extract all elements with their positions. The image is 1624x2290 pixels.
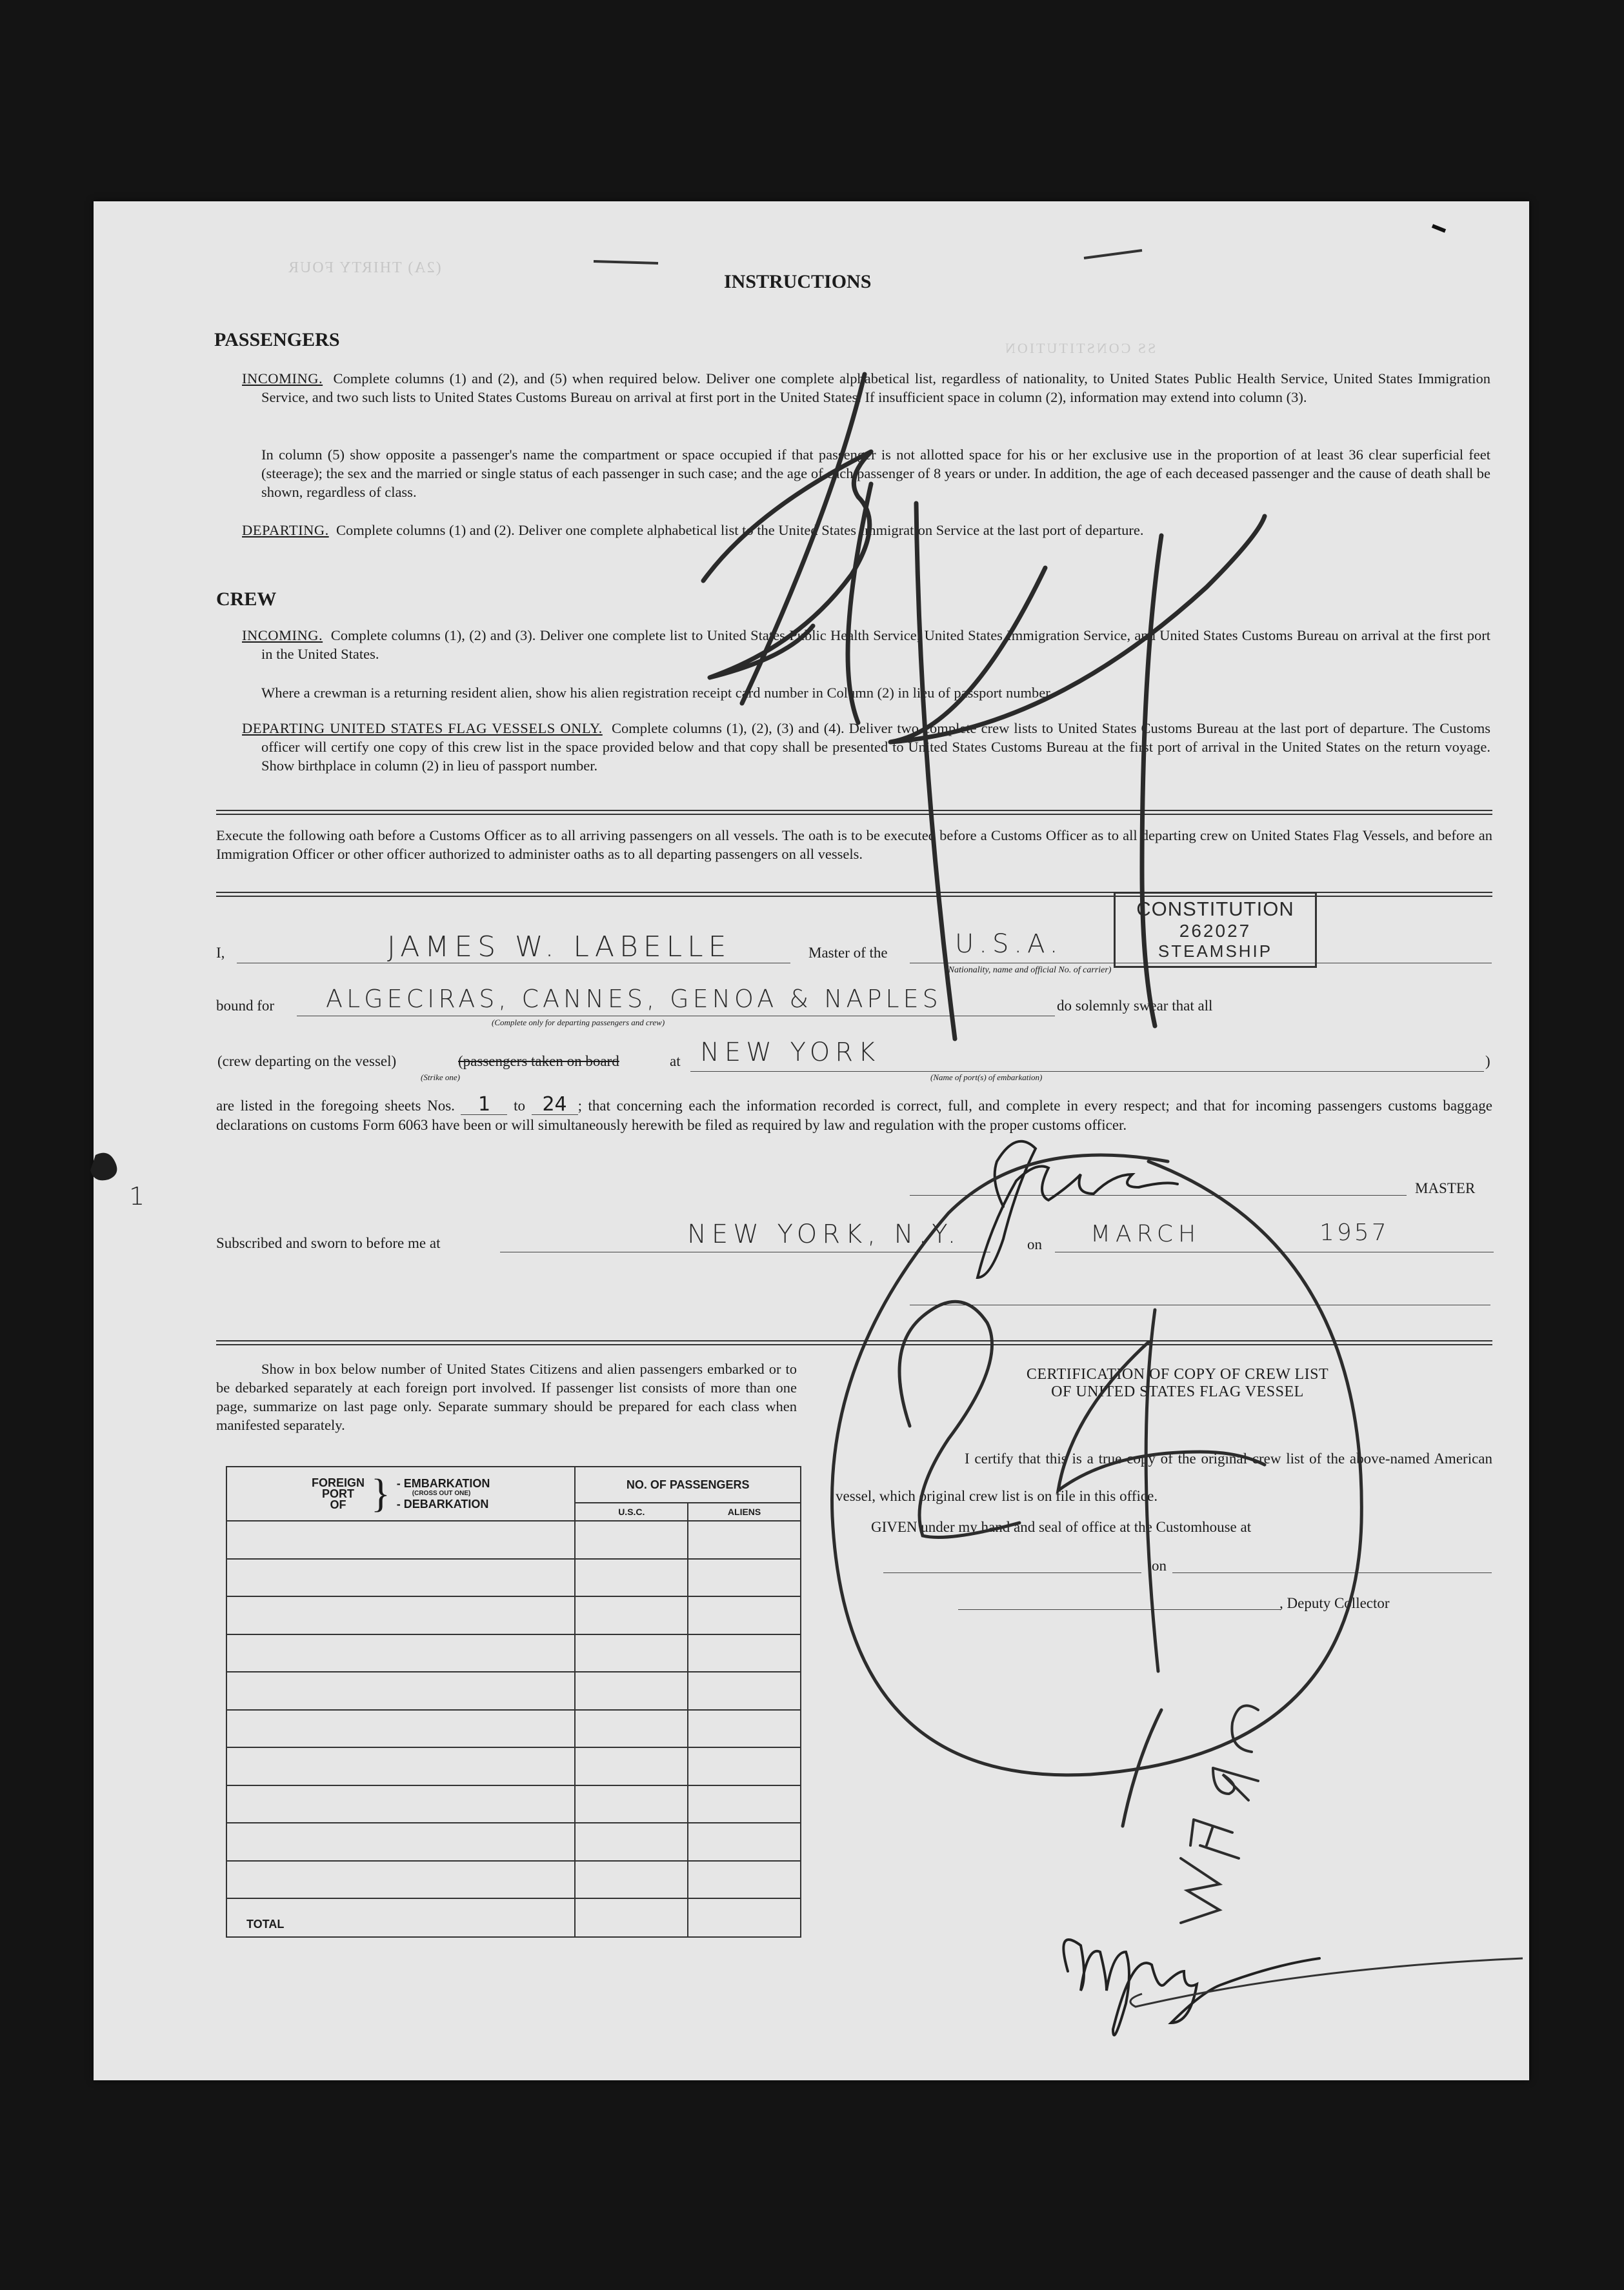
stamp-vessel-type: STEAMSHIP: [1158, 941, 1273, 961]
summary-table-row: [226, 1823, 801, 1861]
master-name-handwritten: JAMES W. LABELLE: [387, 930, 732, 963]
summary-port-cell: [226, 1823, 575, 1861]
sheet-from-handwritten: 1: [461, 1095, 507, 1115]
summary-port-cell: [226, 1634, 575, 1672]
summary-usc-cell: [575, 1596, 688, 1634]
foreign-port-label: [312, 1478, 365, 1511]
no-of-passengers-header: NO. OF PASSENGERS: [575, 1467, 801, 1503]
total-label: TOTAL: [226, 1898, 575, 1937]
certify-text: I certify that this is a true copy of the original crew list of the above-named American vessel, which original crew list is on file in this office.: [836, 1451, 1492, 1504]
brace-glyph: }: [371, 1472, 390, 1516]
crew-departing-label: DEPARTING UNITED STATES FLAG VESSELS ONLY.: [242, 720, 603, 736]
bleed-through-stamp: (2A) THIRTY FOUR: [287, 259, 441, 276]
listed-text: ; that concerning each the information recorded is correct, full, and complete in every respect; and that for incoming passengers customs baggage declarations on customs Form 6063 have been or will simultaneously herewith be filed as required by law and regulation with the proper customs officer.: [216, 1098, 1492, 1133]
foreign-port-label-1: FOREIGN: [311, 1476, 365, 1489]
subscribed-place-handwritten: NEW YORK, N.Y.: [687, 1220, 961, 1249]
deputy-collector-label: , Deputy Collector: [1279, 1595, 1390, 1611]
summary-rows: [226, 1521, 801, 1898]
crew-incoming-label: INCOMING.: [242, 627, 323, 643]
given-text: GIVEN under my hand and seal of office at the Customhouse at: [871, 1519, 1252, 1535]
cross-out-note: (CROSS OUT ONE): [412, 1490, 471, 1497]
crew-departing-label: (crew departing on the vessel): [217, 1053, 397, 1069]
summary-table-row: [226, 1559, 801, 1597]
foreign-port-label-3: OF: [330, 1498, 346, 1511]
embarkation-options: [397, 1478, 490, 1509]
passengers-departing-text: Complete columns (1) and (2). Deliver one complete alphabetical list to the United States Immigration Service at the last port of departure.: [336, 522, 1144, 538]
subscribed-year-handwritten: 1957: [1319, 1220, 1389, 1246]
summary-aliens-cell: [688, 1861, 801, 1899]
aliens-header: ALIENS: [688, 1503, 801, 1521]
passengers-incoming-text: Complete columns (1) and (2), and (5) when required below. Deliver one complete alphabetical list, regardless of nationality, to United States Public Health Service, United States Immigration Service, and two such lists to United States Customs Bureau on arrival at first port in the United States. If insufficient space in column (2), information may extend into column (3).: [261, 370, 1491, 405]
subscribed-date-handwritten: MARCH: [1090, 1221, 1201, 1247]
bleed-through-ship-name: SS CONSTITUTION: [1003, 340, 1156, 356]
summary-table-row: [226, 1710, 801, 1748]
crew-alien-paragraph: Where a crewman is a returning resident alien, show his alien registration receipt card number in Column (2) in lieu of passport number.: [261, 685, 1054, 701]
section-divider: [216, 810, 1492, 815]
summary-table-row: [226, 1785, 801, 1823]
passengers-incoming-paragraph: [242, 369, 1490, 407]
certification-title: [919, 1366, 1436, 1401]
passengers-label-struck: (passengers taken on board: [458, 1053, 619, 1069]
master-of-label: Master of the: [808, 945, 888, 961]
embarkation-line: [690, 1071, 1484, 1072]
summary-aliens-cell: [688, 1559, 801, 1597]
given-place-line: [883, 1572, 1141, 1573]
deputy-signature-line: [958, 1609, 1281, 1610]
summary-aliens-cell: [688, 1634, 801, 1672]
summary-usc-cell: [575, 1710, 688, 1748]
total-aliens-cell: [688, 1898, 801, 1937]
summary-usc-cell: [575, 1785, 688, 1823]
swear-label: do solemnly swear that all: [1057, 998, 1213, 1014]
at-label: at: [670, 1053, 681, 1069]
total-usc-cell: [575, 1898, 688, 1937]
embarkation-handwritten: NEW YORK: [700, 1038, 881, 1067]
foreign-port-header: [226, 1467, 575, 1521]
summary-port-cell: [226, 1521, 575, 1559]
passenger-summary-table: [226, 1466, 801, 1938]
summary-usc-cell: [575, 1861, 688, 1899]
summary-port-cell: [226, 1672, 575, 1710]
summary-usc-cell: [575, 1559, 688, 1597]
debarkation-option: - DEBARKATION: [396, 1498, 489, 1511]
passengers-column5-paragraph: In column (5) show opposite a passenger's name the compartment or space occupied if that passenger is not allotted space for his or her exclusive use in the proportion of at least 36 clear superficial feet (steerage); the sex and the married or single status of each passenger in such case; and the age of each passenger of 8 years or under. In addition, the age of each deceased passenger and the cause of death shall be shown, regardless of class.: [261, 447, 1490, 500]
bound-for-label: bound for: [216, 998, 275, 1014]
summary-port-cell: [226, 1861, 575, 1899]
summary-aliens-cell: [688, 1710, 801, 1748]
certification-on-label: on: [1152, 1558, 1167, 1574]
master-label: MASTER: [1415, 1180, 1476, 1196]
oath-intro: Execute the following oath before a Customs Officer as to all arriving passengers on all vessels. The oath is to be executed before a Customs Officer as to all departing crew on United States Flag Vessels, and before an Immigration Officer or other officer authorized to administer oaths as to all departing passengers on all vessels.: [216, 827, 1492, 862]
summary-usc-cell: [575, 1634, 688, 1672]
usc-header: U.S.C.: [575, 1503, 688, 1521]
summary-port-cell: [226, 1710, 575, 1748]
crew-incoming-paragraph: [242, 626, 1490, 663]
i-label: I,: [216, 945, 225, 961]
summary-aliens-cell: [688, 1521, 801, 1559]
sheet-to-handwritten: 24: [532, 1095, 578, 1115]
strike-caption: (Strike one): [421, 1072, 461, 1082]
summary-table-row: [226, 1747, 801, 1785]
summary-usc-cell: [575, 1747, 688, 1785]
listed-paragraph: [216, 1095, 1492, 1135]
close-paren: ): [1485, 1053, 1490, 1069]
subscribed-on-label: on: [1027, 1236, 1042, 1252]
nationality-caption: (Nationality, name and official No. of carrier): [945, 965, 1112, 975]
summary-divider: [216, 1340, 1492, 1345]
summary-table-row: [226, 1521, 801, 1559]
crew-incoming-text: Complete columns (1), (2) and (3). Deliver one complete list to United States Public Health Service, United States Immigration Service, and United States Customs Bureau on arrival at the first port in the United States.: [261, 627, 1491, 662]
summary-aliens-cell: [688, 1747, 801, 1785]
summary-port-cell: [226, 1596, 575, 1634]
summary-port-cell: [226, 1559, 575, 1597]
certification-title-line1: CERTIFICATION OF COPY OF CREW LIST: [1026, 1366, 1329, 1383]
embarkation-option: - EMBARKATION: [396, 1477, 490, 1490]
crew-heading: CREW: [216, 588, 277, 610]
summary-aliens-cell: [688, 1596, 801, 1634]
summary-port-cell: [226, 1747, 575, 1785]
summary-aliens-cell: [688, 1785, 801, 1823]
summary-table-row: [226, 1672, 801, 1710]
certification-title-line2: OF UNITED STATES FLAG VESSEL: [1051, 1383, 1304, 1400]
margin-note: 1: [129, 1182, 150, 1210]
summary-table-row: [226, 1861, 801, 1899]
summary-usc-cell: [575, 1672, 688, 1710]
crew-departing-paragraph: [242, 719, 1490, 775]
summary-port-cell: [226, 1785, 575, 1823]
document-page: [94, 201, 1529, 2080]
passengers-departing-label: DEPARTING.: [242, 522, 329, 538]
crew-departing-text: Complete columns (1), (2), (3) and (4). Deliver two complete crew lists to United States Customs Bureau at the last port of departure. The Customs officer will certify one copy of this crew list in the space provided below and that copy shall be presented to United States Customs Bureau at the first port of arrival in the United States on the return voyage. Show birthplace in column (2) in lieu of passport number.: [261, 720, 1490, 774]
summary-aliens-cell: [688, 1823, 801, 1861]
passengers-heading: PASSENGERS: [214, 329, 340, 350]
stamp-official-number: 262027: [1179, 921, 1252, 941]
to-label: to: [514, 1098, 525, 1114]
embarkation-caption: (Name of port(s) of embarkation): [930, 1072, 1043, 1082]
summary-table-row: [226, 1596, 801, 1634]
vessel-stamp: [1114, 892, 1317, 968]
summary-usc-cell: [575, 1521, 688, 1559]
summary-table-row: [226, 1634, 801, 1672]
summary-instructions: Show in box below number of United States Citizens and alien passengers embarked or to be debarked separately at each foreign port involved. If passenger list consists of more than one page, summarize on last page only. Separate summary should be prepared for each class when manifested separately.: [216, 1361, 797, 1433]
instructions-title: INSTRUCTIONS: [724, 271, 872, 292]
master-signature-line: [910, 1195, 1407, 1196]
nationality-handwritten: U.S.A.: [955, 929, 1063, 959]
listed-label: are listed in the foregoing sheets Nos.: [216, 1098, 455, 1114]
subscribed-label: Subscribed and sworn to before me at: [216, 1235, 441, 1251]
summary-aliens-cell: [688, 1672, 801, 1710]
summary-usc-cell: [575, 1823, 688, 1861]
given-date-line: [1172, 1572, 1492, 1573]
foreign-port-label-2: PORT: [321, 1487, 354, 1500]
passengers-incoming-label: INCOMING.: [242, 370, 323, 387]
bound-for-handwritten: ALGECIRAS, CANNES, GENOA & NAPLES: [326, 985, 942, 1013]
passengers-departing-paragraph: [242, 521, 1490, 539]
stamp-vessel-name: CONSTITUTION: [1136, 898, 1294, 920]
bound-for-caption: (Complete only for departing passengers and crew): [492, 1018, 665, 1027]
